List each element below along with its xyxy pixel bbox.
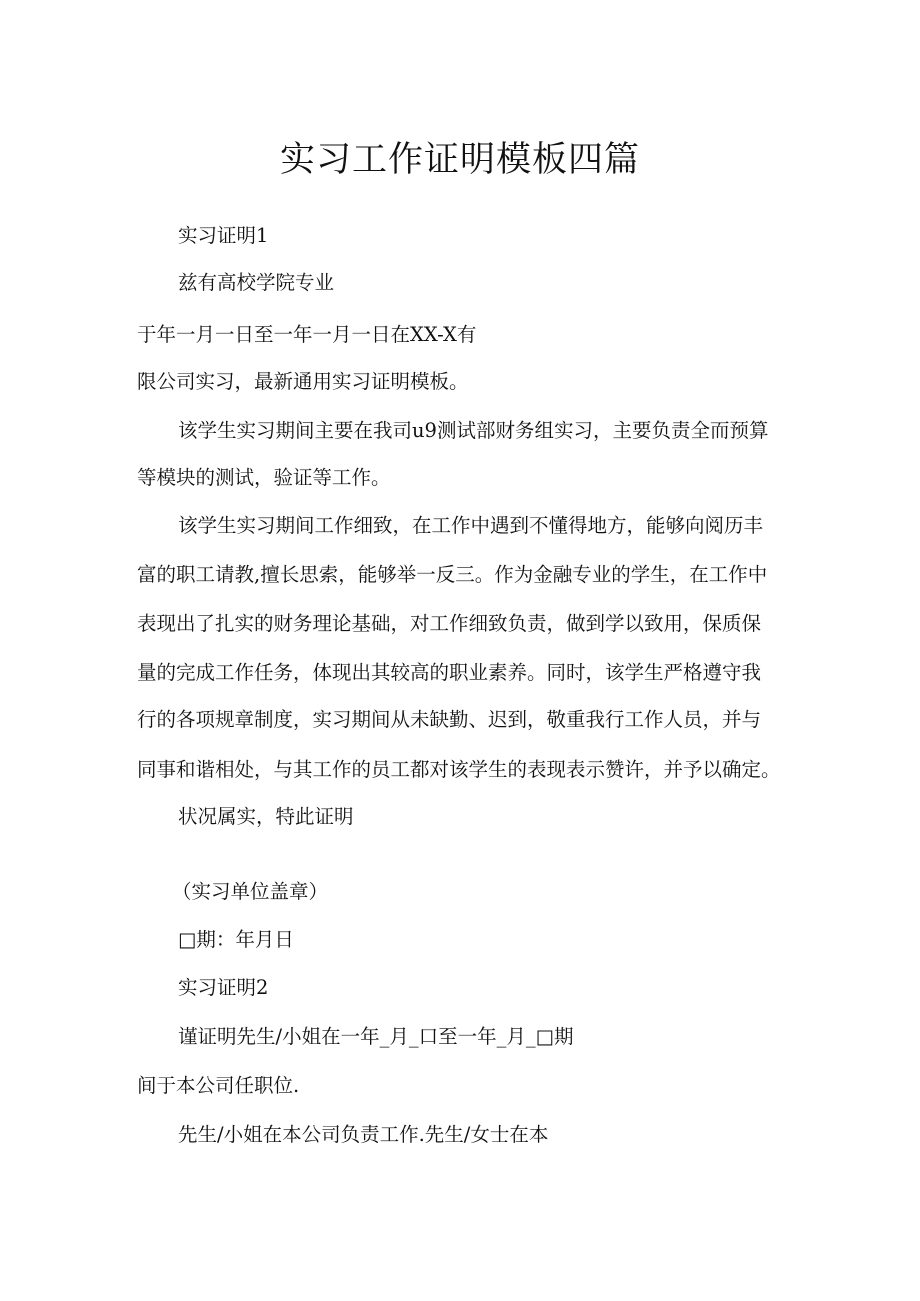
paragraph-line: 量的完成工作任务，体现出其较高的职业素养。同时，该学生严格遵守我 [137, 661, 762, 684]
paragraph-line: 先生/小姐在本公司负责工作.先生/女士在本 [178, 1123, 549, 1146]
section-heading-2: 实习证明2 [178, 976, 269, 999]
paragraph-line: 富的职工请教,擅长思索，能够举一反三。作为金融专业的学生，在工作中 [137, 563, 768, 586]
paragraph-line: 于年一月一日至一年一月一日在XX-X有 [137, 323, 477, 346]
seal-note: （实习单位盖章） [172, 880, 329, 903]
paragraph-line: 谨证明先生/小姐在一年_月_口至一年_月_□期 [178, 1025, 574, 1048]
paragraph-line: 兹有高校学院专业 [178, 271, 335, 294]
paragraph-line: 限公司实习，最新通用实习证明模板。 [137, 370, 469, 393]
paragraph-line: 状况属实，特此证明 [178, 805, 354, 828]
paragraph-line: 该学生实习期间工作细致，在工作中遇到不懂得地方，能够向阅历丰 [178, 514, 764, 537]
paragraph-line: 间于本公司任职位. [137, 1074, 300, 1097]
date-line: □期：年月日 [178, 928, 294, 951]
paragraph-line: 表现出了扎实的财务理论基础，对工作细致负责，做到学以致用，保质保 [137, 612, 762, 635]
paragraph-line: 该学生实习期间主要在我司u9测试部财务组实习，主要负责全而预算 [178, 419, 769, 442]
paragraph-line: 等模块的测试，验证等工作。 [137, 466, 391, 489]
section-heading-1: 实习证明1 [178, 224, 269, 247]
paragraph-line: 同事和谐相处，与其工作的员工都对该学生的表现表示赞许，并予以确定。 [137, 758, 781, 781]
paragraph-line: 行的各项规章制度，实习期间从未缺勤、迟到，敬重我行工作人员，并与 [137, 708, 762, 731]
document-title: 实习工作证明模板四篇 [279, 140, 640, 180]
